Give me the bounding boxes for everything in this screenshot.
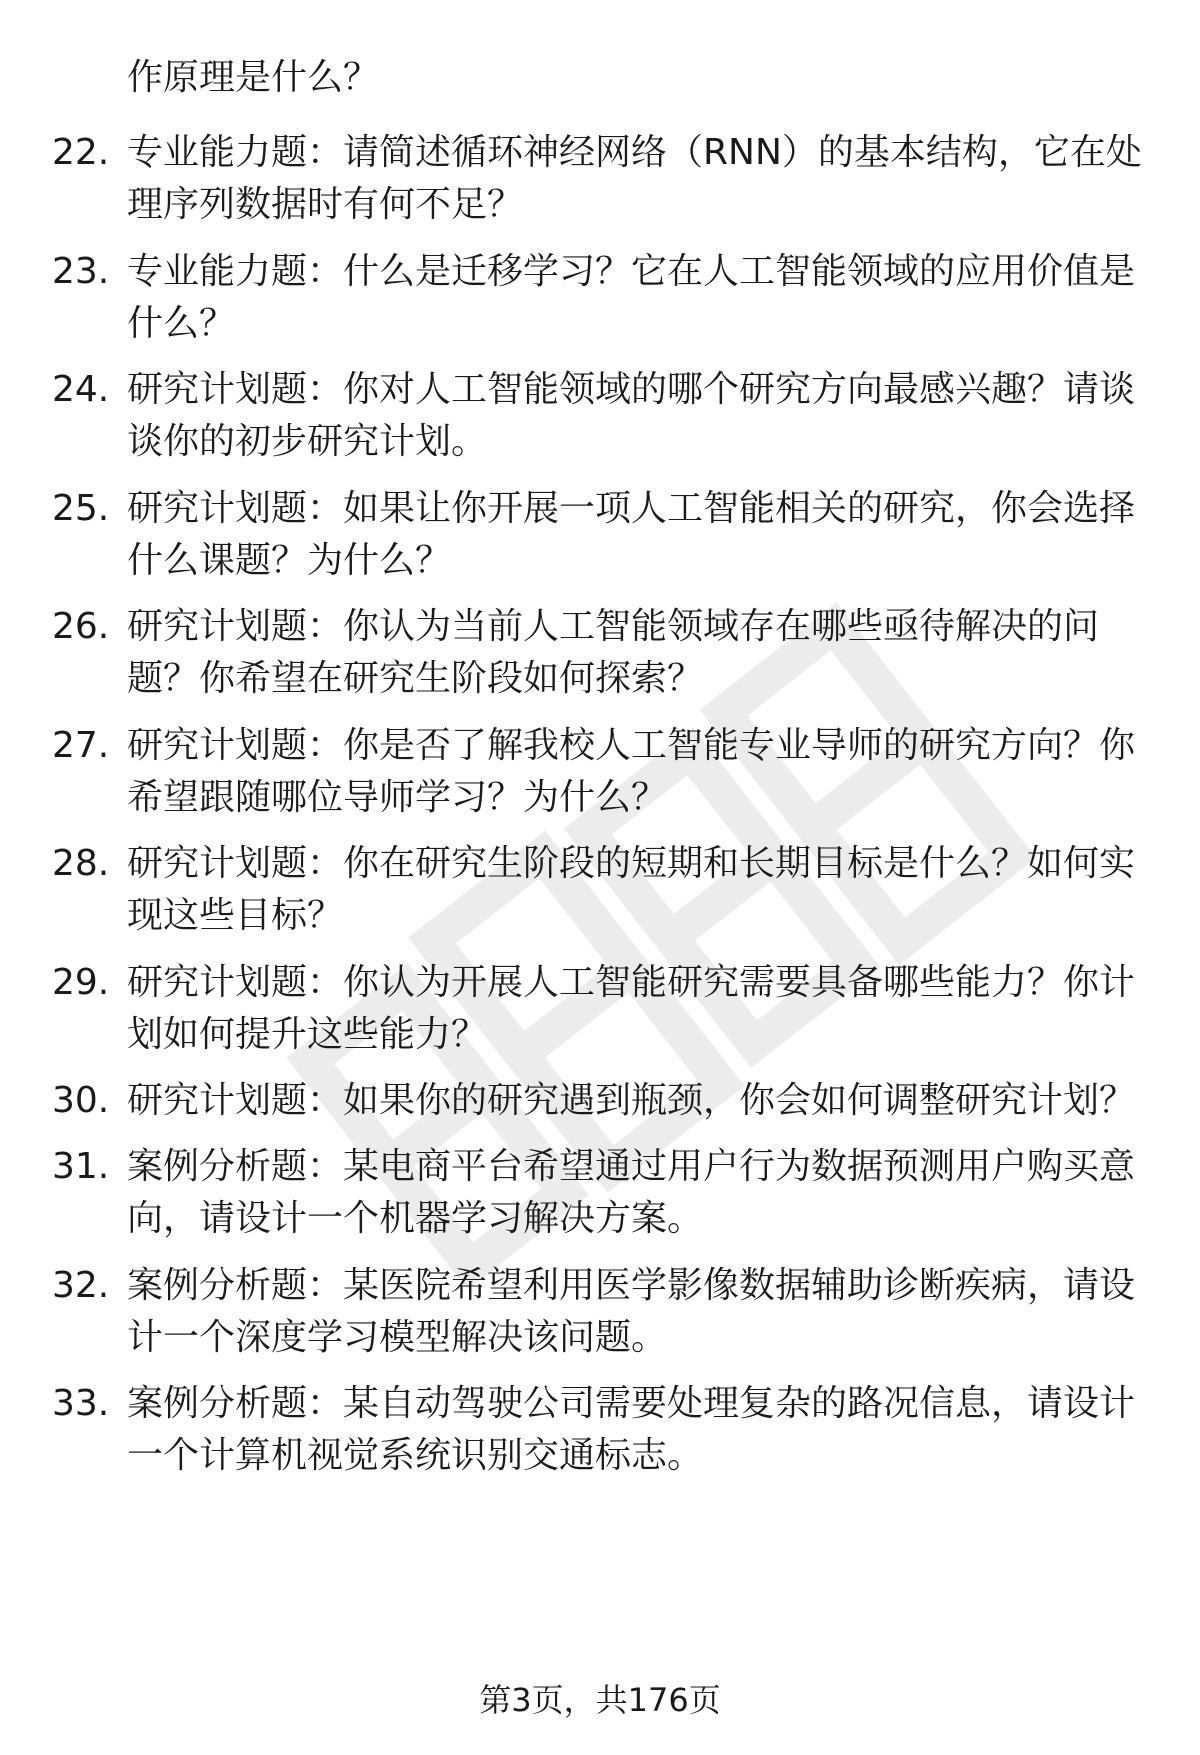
question-number: 30. <box>52 1080 110 1121</box>
question-text-line: 题？你希望在研究生阶段如何探索？ <box>127 658 704 699</box>
question-number: 23. <box>52 250 110 292</box>
question-text-line: 现这些目标？ <box>127 895 344 936</box>
question-text-line: 一个计算机视觉系统识别交通标志。 <box>127 1435 704 1476</box>
question-text-line: 专业能力题：请简述循环神经网络（RNN）的基本结构，它在处 <box>127 132 1142 173</box>
question-text-line: 研究计划题：如果你的研究遇到瓶颈，你会如何调整研究计划？ <box>127 1080 1136 1121</box>
question-number: 33. <box>52 1383 110 1424</box>
question-text-line: 研究计划题：如果让你开展一项人工智能相关的研究，你会选择 <box>127 487 1136 529</box>
question-text-line: 计一个深度学习模型解决该问题。 <box>127 1316 668 1358</box>
question-number: 26. <box>52 606 110 647</box>
question-text-line: 谈你的初步研究计划。 <box>127 421 488 462</box>
question-text-line: 研究计划题：你认为开展人工智能研究需要具备哪些能力？你计 <box>127 961 1136 1003</box>
question-number: 32. <box>52 1264 110 1306</box>
question-text-line: 研究计划题：你在研究生阶段的短期和长期目标是什么？如何实 <box>127 843 1136 884</box>
question-text-line: 什么课题？为什么？ <box>127 539 452 581</box>
question-number: 25. <box>52 487 110 529</box>
question-text-line: 研究计划题：你是否了解我校人工智能专业导师的研究方向？你 <box>127 724 1136 766</box>
question-text-line: 向，请设计一个机器学习解决方案。 <box>127 1198 704 1239</box>
question-text-line: 希望跟随哪位导师学习？为什么？ <box>127 776 668 818</box>
question-number: 28. <box>52 843 110 884</box>
question-text-line: 理序列数据时有何不足？ <box>127 184 524 225</box>
question-number: 24. <box>52 369 110 410</box>
question-text-line: 案例分析题：某自动驾驶公司需要处理复杂的路况信息，请设计 <box>127 1383 1136 1424</box>
question-text-line: 案例分析题：某电商平台希望通过用户行为数据预测用户购买意 <box>127 1146 1136 1187</box>
question-text-line: 划如何提升这些能力？ <box>127 1013 488 1055</box>
page-footer: 第3页，共176页 <box>479 1681 721 1719</box>
question-text-line: 研究计划题：你对人工智能领域的哪个研究方向最感兴趣？请谈 <box>127 369 1136 410</box>
question-text-line: 什么？ <box>127 302 236 344</box>
question-number: 27. <box>52 724 110 766</box>
question-text-line: 研究计划题：你认为当前人工智能领域存在哪些亟待解决的问 <box>127 606 1100 647</box>
question-number: 31. <box>52 1146 110 1187</box>
question-number: 29. <box>52 961 110 1003</box>
continued-question-line: 作原理是什么？ <box>127 57 380 98</box>
question-text-line: 案例分析题：某医院希望利用医学影像数据辅助诊断疾病，请设 <box>127 1264 1136 1306</box>
question-number: 22. <box>52 132 110 173</box>
question-text-line: 专业能力题：什么是迁移学习？它在人工智能领域的应用价值是 <box>127 250 1136 292</box>
